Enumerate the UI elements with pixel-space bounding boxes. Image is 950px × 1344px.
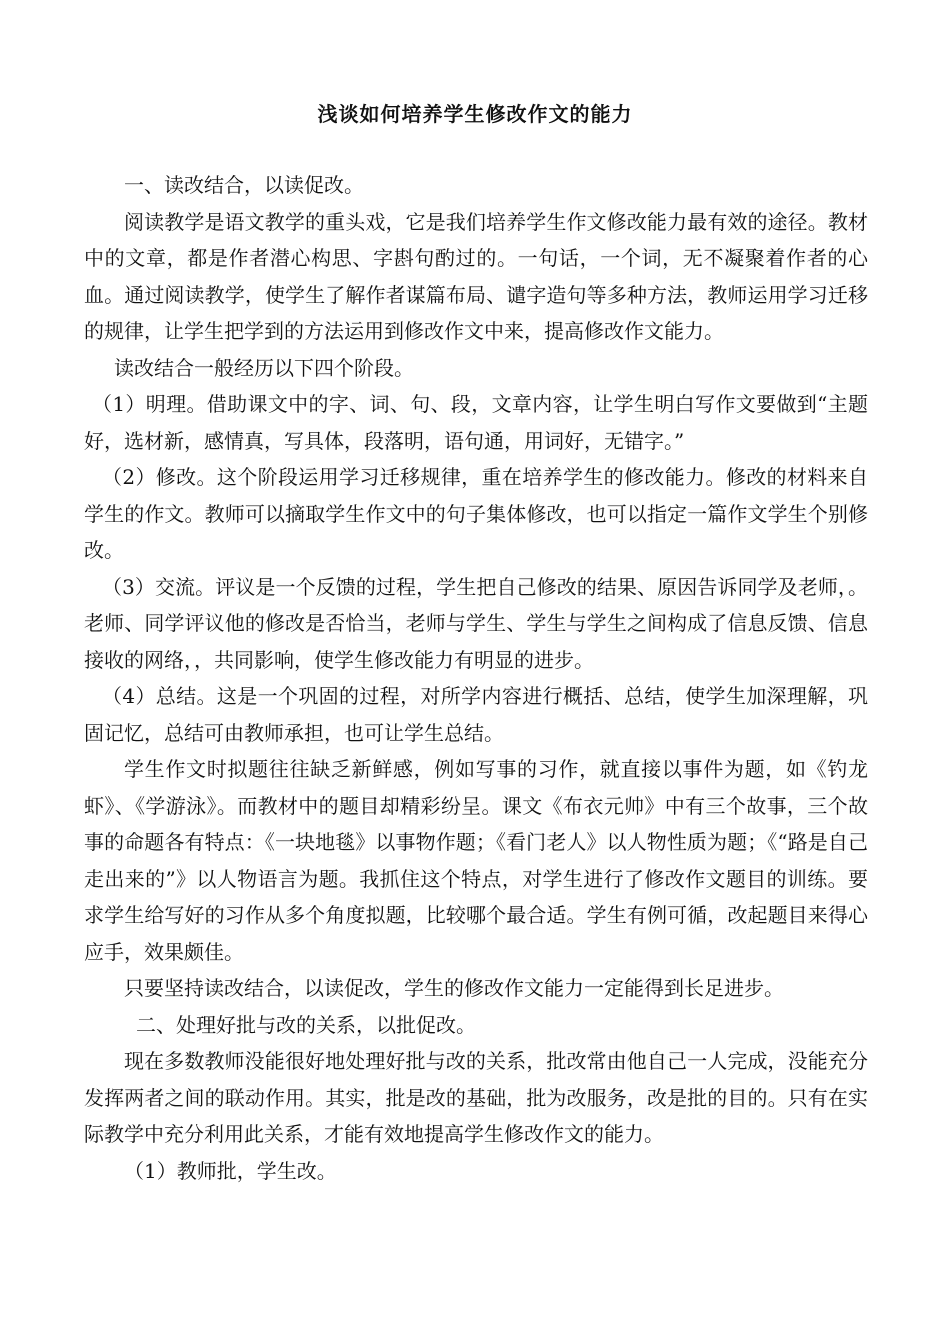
list-item: （3）交流。评议是一个反馈的过程，学生把自己修改的结果、原因告诉同学及老师，。老师、同学评议他的修改是否恰当，老师与学生、学生与学生之间构成了信息反馈、信息接收的网络，，共同影响，使学生修改能力有明显的进步。: [84, 574, 868, 672]
section-heading-1: 一、读改结合，以读促改。: [124, 173, 364, 197]
list-item: （2）修改。这个阶段运用学习迁移规律，重在培养学生的修改能力。修改的材料来自学生的作文。教师可以摘取学生作文中的句子集体修改，也可以指定一篇作文学生个别修改。: [84, 465, 868, 562]
paragraph: 只要坚持读改结合，以读促改，学生的修改作文能力一定能得到长足进步。: [124, 976, 784, 1000]
paragraph: 阅读教学是语文教学的重头戏，它是我们培养学生作文修改能力最有效的途径。教材中的文章，都是作者潜心构思、字斟句酌过的。一句话，一个词，无不凝聚着作者的心血。通过阅读教学，使学生了解作者谋篇布局、谴字造句等多种方法，教师运用学习迁移的规律，让学生把学到的方法运用到修改作文中来，提高修改作文能力。: [84, 209, 868, 343]
paragraph: 读改结合一般经历以下四个阶段。: [114, 355, 414, 380]
paragraph: 现在多数教师没能很好地处理好批与改的关系，批改常由他自己一人完成，没能充分发挥两者之间的联动作用。其实，批是改的基础，批为改服务，改是批的目的。只有在实际教学中充分利用此关系，才能有效地提高学生修改作文的能力。: [84, 1049, 868, 1146]
document-body: [84, 167, 868, 1189]
list-item: （1）教师批，学生改。: [124, 1158, 337, 1183]
section-heading-2: 二、处理好批与改的关系，以批促改。: [136, 1012, 476, 1037]
document-title: 浅谈如何培养学生修改作文的能力: [317, 102, 633, 126]
paragraph: 学生作文时拟题往往缺乏新鲜感，例如写事的习作，就直接以事件为题，如《钓龙虾》、《学游泳》。而教材中的题目却精彩纷呈。课文《布衣元帅》中有三个故事，三个故事的命题各有特点：《一块地毯》以事物作题；《看门老人》以人物性质为题；《“路是自己走出来的”》以人物语言为题。我抓住这个特点，对学生进行了修改作文题目的训练。要求学生给写好的习作从多个角度拟题，比较哪个最合适。学生有例可循，改起题目来得心应手，效果颇佳。: [84, 757, 868, 964]
list-item: （4）总结。这是一个巩固的过程，对所学内容进行概括、总结，使学生加深理解，巩固记忆，总结可由教师承担，也可让学生总结。: [84, 684, 868, 745]
list-item: （1）明理。借助课文中的字、词、句、段，文章内容，让学生明白写作文要做到“主题好，选材新，感情真，写具体，段落明，语句通，用词好，无错字。”: [84, 392, 868, 453]
